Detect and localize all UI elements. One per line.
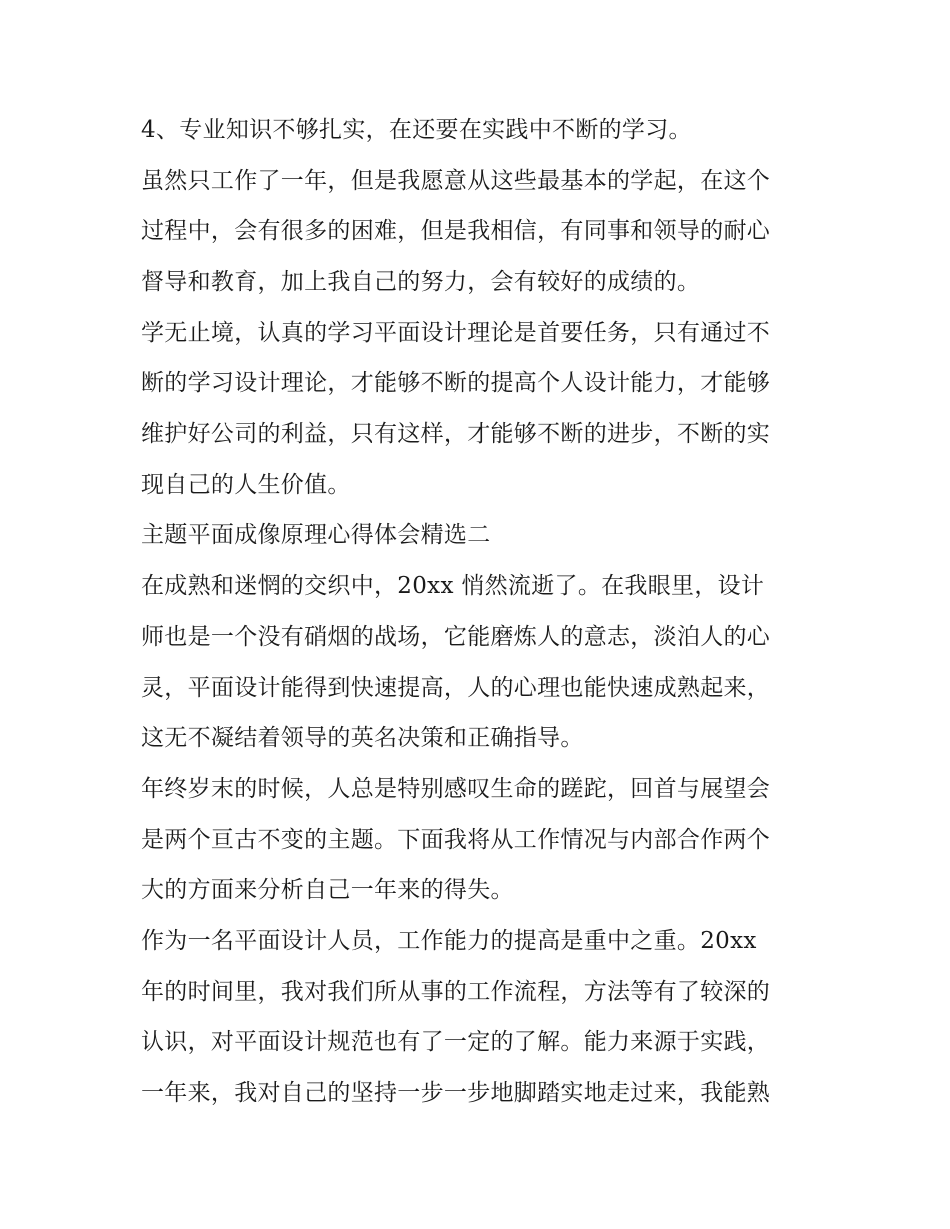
text-line: 一年来，我对自己的坚持一步一步地脚踏实地走过来，我能熟 — [141, 1080, 771, 1106]
text-line: 是两个亘古不变的主题。下面我将从工作情况与内部合作两个 — [141, 827, 771, 853]
text-line: 作为一名平面设计人员，工作能力的提高是重中之重。20xx — [141, 928, 757, 954]
text-line: 虽然只工作了一年，但是我愿意从这些最基本的学起，在这个 — [141, 168, 771, 194]
text-line: 认识，对平面设计规范也有了一定的了解。能力来源于实践， — [141, 1029, 771, 1055]
text-line: 这无不凝结着领导的英名决策和正确指导。 — [141, 725, 584, 751]
text-line: 现自己的人生价值。 — [141, 472, 351, 498]
text-line: 师也是一个没有硝烟的战场，它能磨炼人的意志，淡泊人的心 — [141, 624, 771, 650]
text-line: 督导和教育，加上我自己的努力，会有较好的成绩的。 — [141, 269, 701, 295]
text-line: 大的方面来分析自己一年来的得失。 — [141, 877, 514, 903]
text-line: 学无止境，认真的学习平面设计理论是首要任务，只有通过不 — [141, 320, 771, 346]
text-line: 年终岁末的时候，人总是特别感叹生命的蹉跎，回首与展望会 — [141, 776, 771, 802]
text-line: 过程中，会有很多的困难，但是我相信，有同事和领导的耐心 — [141, 218, 771, 244]
text-line: 断的学习设计理论，才能够不断的提高个人设计能力，才能够 — [141, 370, 771, 396]
text-line: 维护好公司的利益，只有这样，才能够不断的进步，不断的实 — [141, 421, 771, 447]
text-line: 年的时间里，我对我们所从事的工作流程，方法等有了较深的 — [141, 979, 771, 1005]
text-line: 4、专业知识不够扎实，在还要在实践中不断的学习。 — [141, 117, 692, 143]
text-line: 在成熟和迷惘的交织中，20xx 悄然流逝了。在我眼里，设计 — [141, 573, 765, 599]
text-line: 灵，平面设计能得到快速提高，人的心理也能快速成熟起来， — [141, 675, 771, 701]
section-heading: 主题平面成像原理心得体会精选二 — [141, 522, 491, 548]
